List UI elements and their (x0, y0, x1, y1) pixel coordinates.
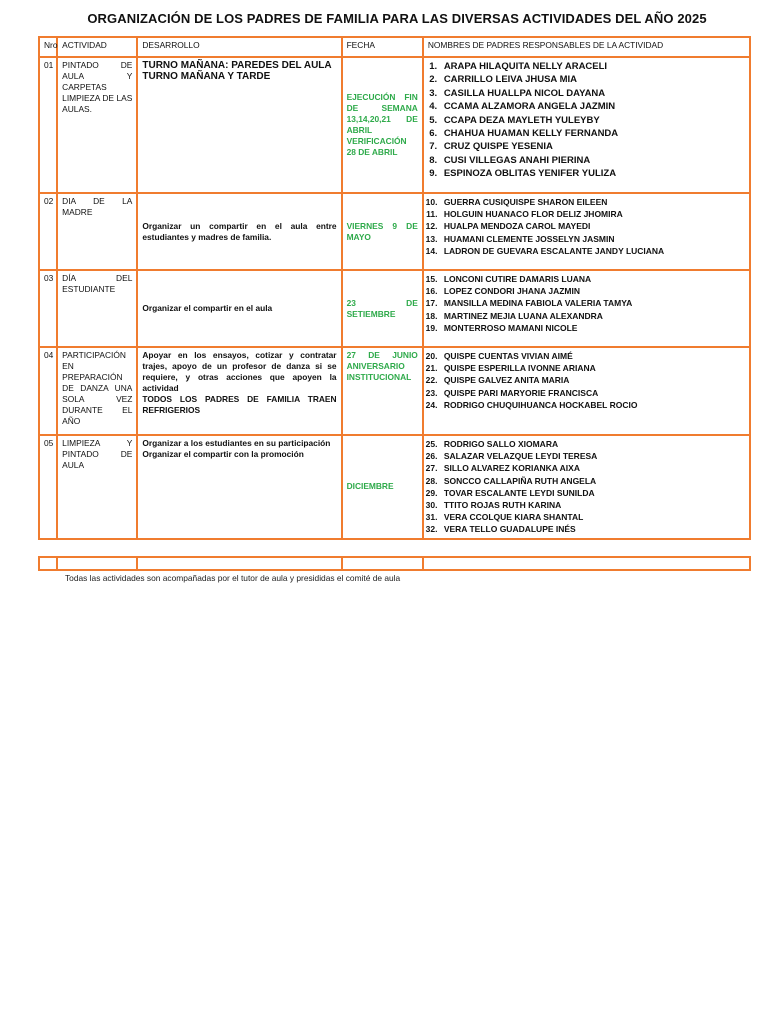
parent-name: 30. TTITO ROJAS RUTH KARINA (440, 499, 745, 511)
parent-name: 14. LADRON DE GUEVARA ESCALANTE JANDY LUCIANA (440, 245, 745, 257)
date-cell (342, 347, 423, 435)
date-line: 23 DE SETIEMBRE (346, 297, 418, 319)
development-cell (137, 435, 341, 539)
date-cell (342, 57, 423, 193)
parent-name: 8. CUSI VILLEGAS ANAHI PIERINA (440, 154, 745, 167)
table-row (39, 193, 750, 270)
development-line: Apoyar en los ensayos, cotizar y contratar trajes, apoyo de un profesor de danza si se requiere, y otras acciones que apoyen la actividad (142, 350, 337, 393)
parent-name: 24. RODRIGO CHUQUIHUANCA HOCKABEL ROCIO (440, 399, 745, 411)
parent-name: 6. CHAHUA HUAMAN KELLY FERNANDA (440, 127, 745, 140)
parent-name: 25. RODRIGO SALLO XIOMARA (440, 438, 745, 450)
table-row (39, 57, 750, 193)
empty-cell (137, 557, 341, 570)
parents-list (428, 60, 745, 181)
parent-name: 23. QUISPE PARI MARYORIE FRANCISCA (440, 387, 745, 399)
empty-table-row (38, 556, 751, 571)
development-line: Organizar un compartir en el aula entre estudiantes y madres de familia. (142, 220, 337, 242)
activities-table (38, 36, 751, 540)
empty-cell (342, 557, 423, 570)
row-number: 01 (39, 57, 57, 193)
parent-name: 13. HUAMANI CLEMENTE JOSSELYN JASMIN (440, 233, 745, 245)
parent-name: 11. HOLGUIN HUANACO FLOR DELIZ JHOMIRA (440, 208, 745, 220)
parents-list (428, 273, 745, 334)
date-line: VERIFICACIÓN 28 DE ABRIL (346, 136, 407, 157)
activity-cell: LIMPIEZA Y PINTADO DE AULA (57, 435, 137, 539)
page-title: ORGANIZACIÓN DE LOS PADRES DE FAMILIA PARA LAS DIVERSAS ACTIVIDADES DEL AÑO 2025 (87, 11, 707, 26)
activity-cell: PINTADO DE AULA Y CARPETAS LIMPIEZA DE LAS AULAS. (57, 57, 137, 193)
parents-list (428, 350, 745, 411)
header-nro: Nro (39, 37, 57, 57)
activity-cell: DIA DE LA MADRE (57, 193, 137, 270)
date-line: 27 DE JUNIO ANIVERSARIO INSTITUCIONAL (346, 350, 418, 382)
date-line: EJECUCIÓN FIN DE SEMANA 13,14,20,21 DE ABRIL (346, 92, 418, 135)
parent-name: 27. SILLO ALVAREZ KORIANKA AIXA (440, 462, 745, 474)
development-line: Organizar el compartir en el aula (142, 303, 273, 313)
table-header-row (39, 37, 750, 57)
table-row (39, 347, 750, 435)
parent-name: 5. CCAPA DEZA MAYLETH YULEYBY (440, 114, 745, 127)
parent-name: 12. HUALPA MENDOZA CAROL MAYEDI (440, 220, 745, 232)
activity-cell: DÍA DEL ESTUDIANTE (57, 270, 137, 347)
parent-name: 7. CRUZ QUISPE YESENIA (440, 140, 745, 153)
header-padres: NOMBRES DE PADRES RESPONSABLES DE LA ACTIVIDAD (423, 37, 750, 57)
development-cell (137, 193, 341, 270)
parent-name: 31. VERA CCOLQUE KIARA SHANTAL (440, 511, 745, 523)
empty-cell (57, 557, 137, 570)
activity-cell: PARTICIPACIÓN EN PREPARACIÓN DE DANZA UNA SOLA VEZ DURANTE EL AÑO (57, 347, 137, 435)
empty-row (39, 557, 750, 570)
development-line: Organizar el compartir con la promoción (142, 449, 304, 459)
parents-list (428, 196, 745, 257)
parent-name: 22. QUISPE GALVEZ ANITA MARIA (440, 374, 745, 386)
row-number: 03 (39, 270, 57, 347)
header-desarrollo: DESARROLLO (137, 37, 341, 57)
development-line: TURNO MAÑANA: PAREDES DEL AULA (142, 60, 332, 71)
parents-cell (423, 270, 750, 347)
development-cell (137, 57, 341, 193)
parent-name: 3. CASILLA HUALLPA NICOL DAYANA (440, 87, 745, 100)
parent-name: 28. SONCCO CALLAPIÑA RUTH ANGELA (440, 475, 745, 487)
parent-name: 20. QUISPE CUENTAS VIVIAN AIMÉ (440, 350, 745, 362)
parent-name: 21. QUISPE ESPERILLA IVONNE ARIANA (440, 362, 745, 374)
date-line: VIERNES 9 DE MAYO (346, 220, 418, 242)
parents-cell (423, 193, 750, 270)
empty-cell (39, 557, 57, 570)
development-line: TURNO MAÑANA Y TARDE (142, 71, 271, 82)
footnote: Todas las actividades son acompañadas por el tutor de aula y presididas el comité de aula (65, 573, 401, 583)
date-line: DICIEMBRE (346, 481, 394, 492)
parent-name: 2. CARRILLO LEIVA JHUSA MIA (440, 73, 745, 86)
row-number: 02 (39, 193, 57, 270)
parent-name: 19. MONTERROSO MAMANI NICOLE (440, 322, 745, 334)
parent-name: 15. LONCONI CUTIRE DAMARIS LUANA (440, 273, 745, 285)
development-cell (137, 270, 341, 347)
parent-name: 4. CCAMA ALZAMORA ANGELA JAZMIN (440, 100, 745, 113)
parent-name: 32. VERA TELLO GUADALUPE INÉS (440, 523, 745, 535)
parent-name: 17. MANSILLA MEDINA FABIOLA VALERIA TAMYA (440, 297, 745, 309)
row-number: 04 (39, 347, 57, 435)
development-cell (137, 347, 341, 435)
development-line: TODOS LOS PADRES DE FAMILIA TRAEN REFRIGERIOS (142, 394, 337, 415)
table-row (39, 270, 750, 347)
table-row (39, 435, 750, 539)
date-cell (342, 270, 423, 347)
parent-name: 10. GUERRA CUSIQUISPE SHARON EILEEN (440, 196, 745, 208)
header-fecha: FECHA (342, 37, 423, 57)
parent-name: 1. ARAPA HILAQUITA NELLY ARACELI (440, 60, 745, 73)
empty-cell (423, 557, 750, 570)
parents-cell (423, 57, 750, 193)
development-line: Organizar a los estudiantes en su participación (142, 438, 331, 448)
row-number: 05 (39, 435, 57, 539)
parents-cell (423, 347, 750, 435)
parents-cell (423, 435, 750, 539)
header-actividad: ACTIVIDAD (57, 37, 137, 57)
date-cell (342, 435, 423, 539)
parents-list (428, 438, 745, 536)
date-cell (342, 193, 423, 270)
parent-name: 9. ESPINOZA OBLITAS YENIFER YULIZA (440, 167, 745, 180)
parent-name: 29. TOVAR ESCALANTE LEYDI SUNILDA (440, 487, 745, 499)
parent-name: 26. SALAZAR VELAZQUE LEYDI TERESA (440, 450, 745, 462)
parent-name: 16. LOPEZ CONDORI JHANA JAZMIN (440, 285, 745, 297)
parent-name: 18. MARTINEZ MEJIA LUANA ALEXANDRA (440, 310, 745, 322)
